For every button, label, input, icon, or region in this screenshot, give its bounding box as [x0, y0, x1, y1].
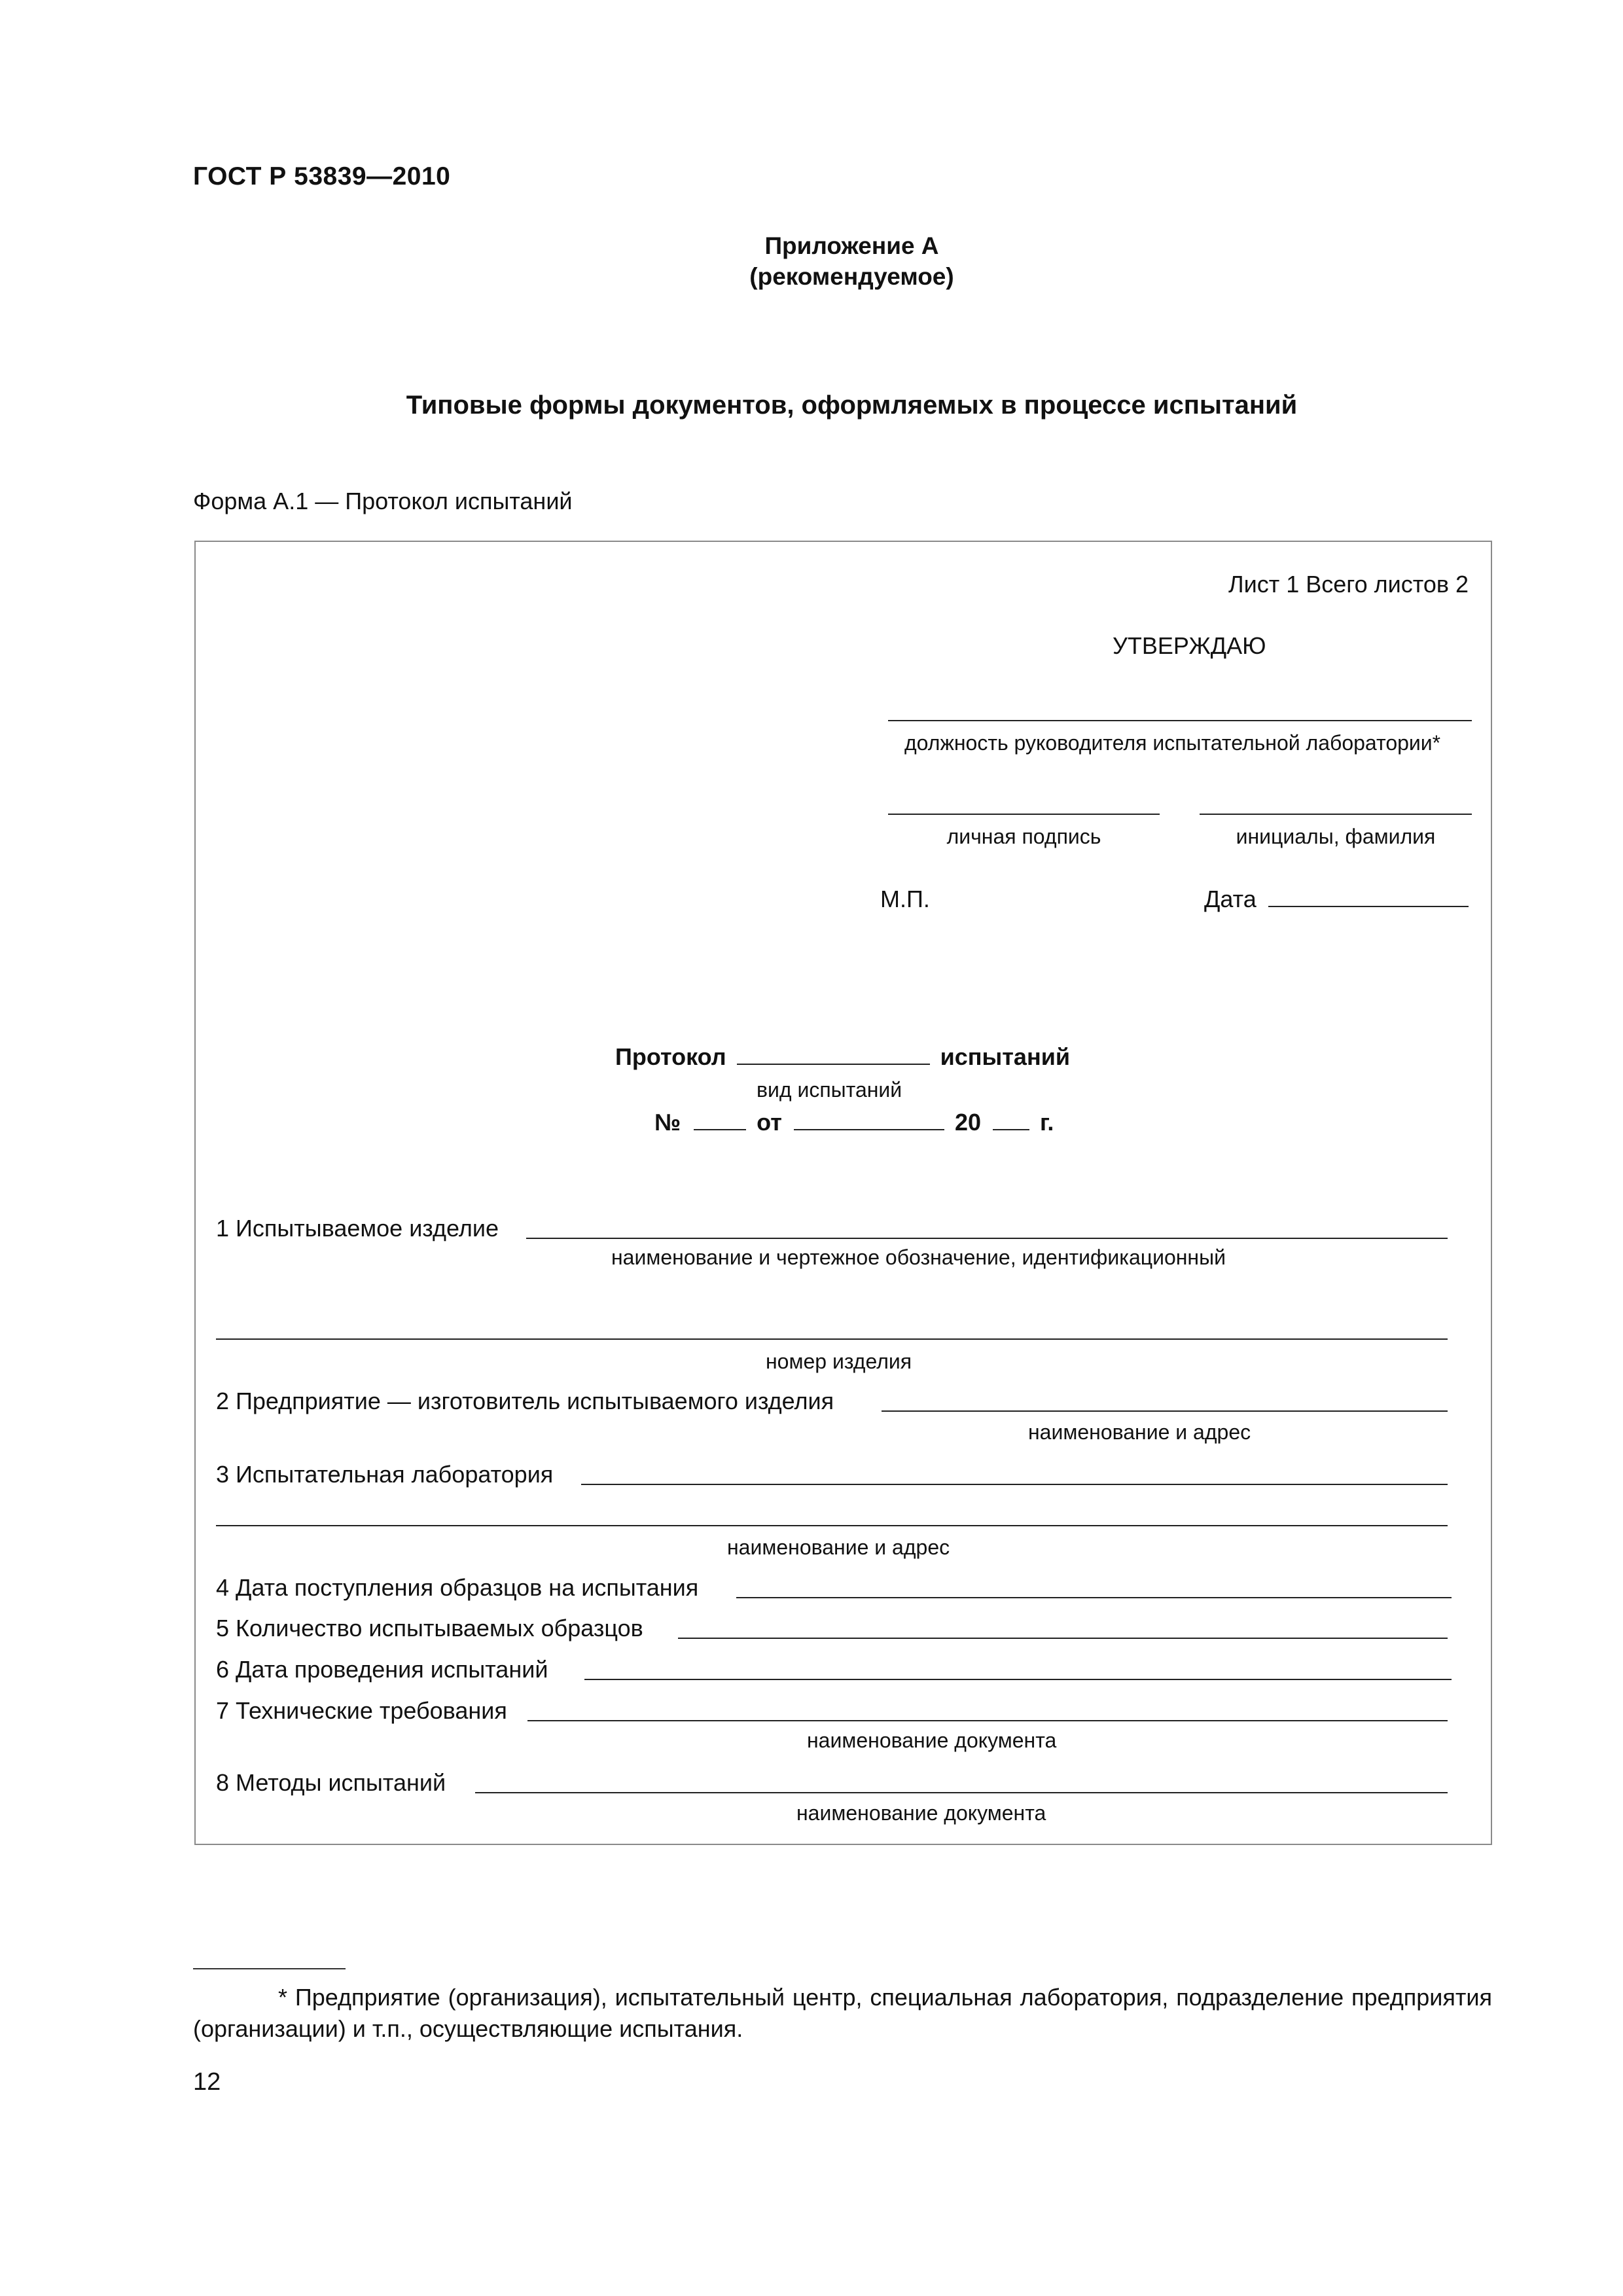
item-2-caption: наименование и адрес: [1028, 1420, 1251, 1444]
year-blank: [993, 1109, 1029, 1130]
protocol-number-line: [654, 1109, 1054, 1136]
annex-title: Приложение А: [764, 232, 939, 259]
test-type-blank: [737, 1044, 930, 1065]
date-field: [1204, 886, 1469, 913]
item-1-caption-2: номер изделия: [766, 1350, 912, 1373]
annex-status: (рекомендуемое): [749, 263, 954, 290]
position-caption: должность руководителя испытательной лаборатории*: [904, 731, 1441, 755]
item-2-label: 2 Предприятие — изготовитель испытываемого изделия: [216, 1388, 834, 1414]
sheet-count: Лист 1 Всего листов 2: [1228, 571, 1469, 598]
number-sign: №: [654, 1109, 681, 1136]
position-line: [888, 720, 1472, 721]
section-title: Типовые формы документов, оформляемых в процессе испытаний: [406, 391, 1298, 420]
item-2-line: [882, 1410, 1448, 1412]
item-4-line: [736, 1597, 1452, 1598]
name-caption: инициалы, фамилия: [1236, 825, 1436, 848]
seal-label: М.П.: [880, 886, 930, 912]
form-caption: Форма А.1 — Протокол испытаний: [193, 488, 573, 514]
item-1-line: [526, 1238, 1448, 1239]
item-5-label: 5 Количество испытываемых образцов: [216, 1615, 643, 1641]
item-7-caption: наименование документа: [807, 1729, 1057, 1752]
item-3-line: [581, 1484, 1448, 1485]
item-7-label: 7 Технические требования: [216, 1697, 507, 1724]
test-type-caption: вид испытаний: [757, 1078, 902, 1102]
date-of-blank: [794, 1109, 944, 1130]
date-label: Дата: [1204, 886, 1257, 912]
item-1-label: 1 Испытываемое изделие: [216, 1215, 499, 1242]
page-number: 12: [193, 2068, 221, 2096]
item-4-label: 4 Дата поступления образцов на испытания: [216, 1574, 699, 1601]
year-suffix: г.: [1040, 1109, 1054, 1136]
item-8-caption: наименование документа: [796, 1801, 1046, 1825]
footnote: * Предприятие (организация), испытательный центр, специальная лаборатория, подразделение предприятия (организации) и т.п., осуществляющие испытания.: [193, 1984, 1492, 2042]
item-1-caption: наименование и чертежное обозначение, идентификационный: [611, 1246, 1226, 1269]
signature-caption: личная подпись: [946, 825, 1101, 848]
footnote-rule: [193, 1968, 346, 1969]
tests-word: испытаний: [940, 1043, 1070, 1070]
date-blank: [1268, 886, 1469, 907]
name-line: [1200, 814, 1472, 815]
item-1-line-2: [216, 1338, 1448, 1340]
item-7-line: [527, 1720, 1448, 1721]
number-blank: [694, 1109, 746, 1130]
item-3-label: 3 Испытательная лаборатория: [216, 1461, 554, 1488]
protocol-word: Протокол: [615, 1043, 726, 1070]
signature-line: [888, 814, 1160, 815]
item-3-line-2: [216, 1525, 1448, 1526]
protocol-title: [615, 1043, 1070, 1071]
item-8-label: 8 Методы испытаний: [216, 1769, 446, 1796]
item-6-line: [584, 1679, 1452, 1680]
item-5-line: [678, 1638, 1448, 1639]
standard-designation: ГОСТ Р 53839—2010: [193, 162, 451, 190]
item-6-label: 6 Дата проведения испытаний: [216, 1656, 548, 1683]
year-prefix: 20: [954, 1109, 981, 1136]
approve-label: УТВЕРЖДАЮ: [1113, 632, 1266, 659]
item-3-caption: наименование и адрес: [727, 1535, 950, 1559]
from-word: от: [757, 1109, 782, 1136]
item-8-line: [475, 1792, 1448, 1793]
